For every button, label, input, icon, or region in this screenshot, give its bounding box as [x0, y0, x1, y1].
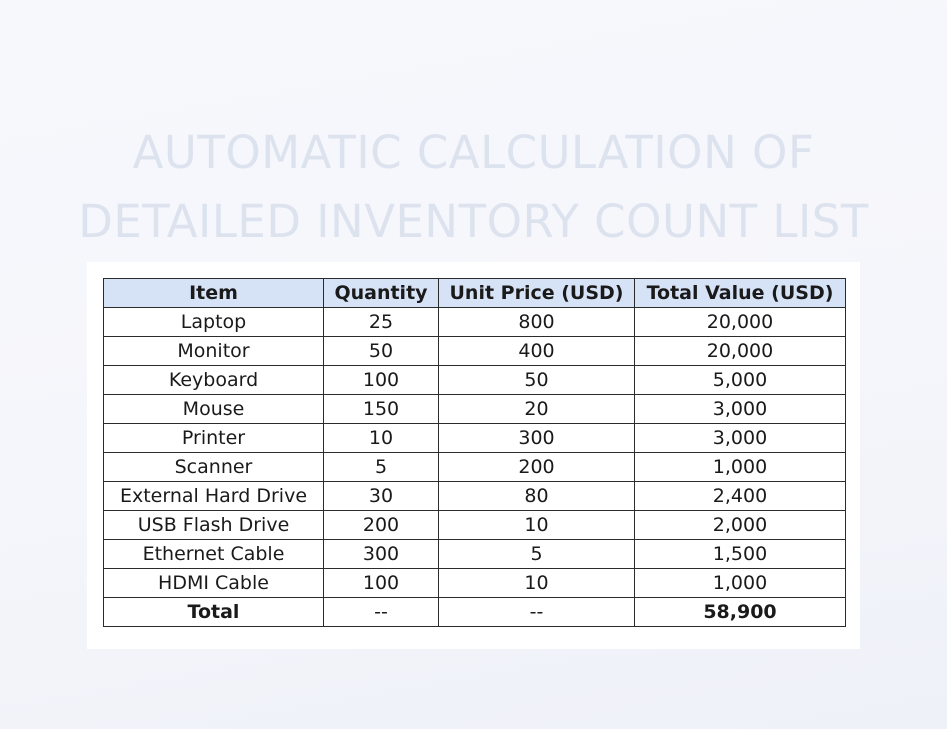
- column-header-unit-price: Unit Price (USD): [439, 279, 635, 308]
- table-row: [104, 395, 846, 424]
- cell-total-value: 1,000: [635, 453, 846, 482]
- cell-item: Ethernet Cable: [104, 540, 324, 569]
- cell-quantity: 100: [324, 366, 439, 395]
- cell-unit-price: 300: [439, 424, 635, 453]
- page-title: [0, 118, 947, 256]
- cell-total-value: 2,000: [635, 511, 846, 540]
- cell-quantity: 10: [324, 424, 439, 453]
- cell-item: Keyboard: [104, 366, 324, 395]
- column-header-item: Item: [104, 279, 324, 308]
- cell-total-value: 5,000: [635, 366, 846, 395]
- total-label: Total: [104, 598, 324, 627]
- cell-item: Scanner: [104, 453, 324, 482]
- cell-total-value: 20,000: [635, 308, 846, 337]
- table-row: [104, 424, 846, 453]
- table-row: [104, 337, 846, 366]
- total-quantity: --: [324, 598, 439, 627]
- table-row: [104, 482, 846, 511]
- cell-unit-price: 5: [439, 540, 635, 569]
- inventory-table: [103, 278, 846, 627]
- cell-unit-price: 50: [439, 366, 635, 395]
- cell-unit-price: 10: [439, 511, 635, 540]
- table-row: [104, 540, 846, 569]
- cell-quantity: 25: [324, 308, 439, 337]
- cell-unit-price: 80: [439, 482, 635, 511]
- cell-unit-price: 200: [439, 453, 635, 482]
- cell-total-value: 3,000: [635, 424, 846, 453]
- cell-total-value: 3,000: [635, 395, 846, 424]
- cell-quantity: 150: [324, 395, 439, 424]
- cell-item: External Hard Drive: [104, 482, 324, 511]
- column-header-total-value: Total Value (USD): [635, 279, 846, 308]
- cell-quantity: 30: [324, 482, 439, 511]
- cell-quantity: 200: [324, 511, 439, 540]
- cell-total-value: 1,000: [635, 569, 846, 598]
- cell-unit-price: 20: [439, 395, 635, 424]
- table-row: [104, 308, 846, 337]
- column-header-quantity: Quantity: [324, 279, 439, 308]
- cell-item: HDMI Cable: [104, 569, 324, 598]
- table-row: [104, 569, 846, 598]
- cell-quantity: 5: [324, 453, 439, 482]
- table-total-row: [104, 598, 846, 627]
- cell-total-value: 2,400: [635, 482, 846, 511]
- cell-unit-price: 400: [439, 337, 635, 366]
- cell-quantity: 100: [324, 569, 439, 598]
- cell-item: Monitor: [104, 337, 324, 366]
- cell-quantity: 50: [324, 337, 439, 366]
- cell-item: Mouse: [104, 395, 324, 424]
- table-row: [104, 453, 846, 482]
- table-row: [104, 511, 846, 540]
- cell-unit-price: 800: [439, 308, 635, 337]
- table-card: [87, 262, 860, 649]
- cell-item: Laptop: [104, 308, 324, 337]
- page-title-line-2: DETAILED INVENTORY COUNT LIST: [78, 195, 869, 249]
- table-row: [104, 366, 846, 395]
- cell-item: Printer: [104, 424, 324, 453]
- cell-quantity: 300: [324, 540, 439, 569]
- total-unit-price: --: [439, 598, 635, 627]
- cell-unit-price: 10: [439, 569, 635, 598]
- cell-total-value: 20,000: [635, 337, 846, 366]
- cell-item: USB Flash Drive: [104, 511, 324, 540]
- table-header-row: [104, 279, 846, 308]
- page-title-line-1: AUTOMATIC CALCULATION OF: [132, 126, 815, 180]
- total-value: 58,900: [635, 598, 846, 627]
- cell-total-value: 1,500: [635, 540, 846, 569]
